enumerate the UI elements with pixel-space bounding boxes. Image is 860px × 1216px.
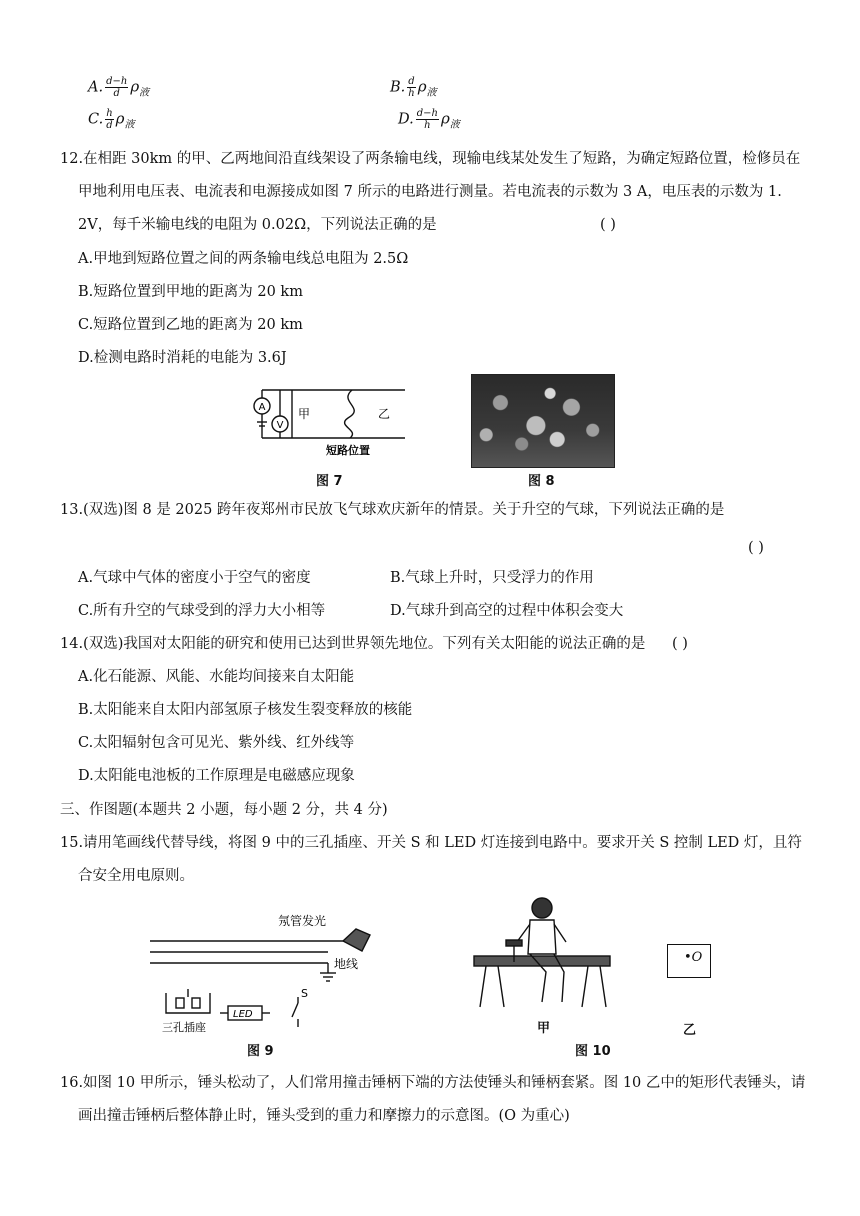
subscript: 液 (124, 119, 135, 131)
section-3-title: 三、作图题(本题共 2 小题，每小题 2 分，共 4 分) (60, 802, 388, 818)
ground-label: 地线 (334, 957, 359, 971)
led-label: LED (233, 1009, 253, 1020)
q14-option-a: A.化石能源、风能、水能均间接来自太阳能 (78, 669, 355, 685)
figure-8-balloon-photo (471, 374, 615, 468)
figure-10-yi-label: 乙 (683, 1023, 697, 1038)
option-d-formula (398, 108, 460, 131)
figure-9-circuit (148, 905, 388, 1040)
figure-10-jia-label: 甲 (537, 1021, 551, 1036)
figure-7-circuit (240, 370, 415, 470)
subscript: 液 (426, 87, 437, 99)
option-letter: C. (88, 111, 104, 128)
q12-option-d: D.检测电路时消耗的电能为 3.6J (78, 350, 287, 366)
short-position-label: 短路位置 (326, 444, 370, 457)
q12-line-2: 甲地利用电压表、电流表和电源接成如图 7 所示的电路进行测量。若电流表的示数为 3 A，电压表的示数为 1. (78, 184, 782, 200)
q13-line-1: 13.(双选)图 8 是 2025 跨年夜郑州市民放飞气球欢庆新年的情景。关于升空的气球，下列说法正确的是 (60, 502, 725, 518)
q16-line-2: 画出撞击锤柄后整体静止时，锤头受到的重力和摩擦力的示意图。(O 为重心) (78, 1108, 570, 1124)
fraction (105, 108, 113, 131)
q12-option-b: B.短路位置到甲地的距离为 20 km (78, 284, 303, 300)
figure-7-caption: 图 7 (316, 474, 343, 489)
option-b-formula (390, 76, 437, 99)
figure-10-caption: 图 10 (575, 1044, 611, 1059)
q12-option-c: C.短路位置到乙地的距离为 20 km (78, 317, 303, 333)
fraction (105, 76, 128, 99)
q15-line-2: 合安全用电原则。 (78, 868, 194, 884)
option-letter: D. (398, 111, 414, 128)
switch-label: S (301, 987, 308, 1000)
numerator: d−h (416, 108, 438, 119)
numerator: d (408, 76, 415, 87)
q12-option-a: A.甲地到短路位置之间的两条输电线总电阻为 2.5Ω (78, 251, 409, 267)
q14-answer-bracket: ( ) (672, 636, 688, 652)
ammeter-symbol: A (258, 402, 266, 413)
denominator: h (408, 88, 415, 99)
denominator: d (106, 120, 113, 131)
rho-symbol: ρ (417, 77, 427, 96)
fraction (407, 76, 415, 99)
q14-option-c: C.太阳辐射包含可见光、紫外线、红外线等 (78, 735, 355, 751)
q14-line-1: 14.(双选)我国对太阳能的研究和使用已达到世界领先地位。下列有关太阳能的说法正确的是 (60, 636, 646, 652)
q16-line-1: 16.如图 10 甲所示，锤头松动了，人们常用撞击锤柄下端的方法使锤头和锤柄套紧。图 10 乙中的矩形代表锤头，请 (60, 1075, 806, 1091)
neon-label: 氖管发光 (278, 914, 327, 928)
socket-label: 三孔插座 (162, 1021, 206, 1034)
q13-option-a: A.气球中气体的密度小于空气的密度 (78, 570, 311, 586)
rho-symbol: ρ (115, 109, 125, 128)
option-c-formula (88, 108, 134, 131)
rho-symbol: ρ (440, 109, 450, 128)
q14-option-b: B.太阳能来自太阳内部氢原子核发生裂变释放的核能 (78, 702, 413, 718)
q15-line-1: 15.请用笔画线代替导线，将图 9 中的三孔插座、开关 S 和 LED 灯连接到电路中。要求开关 S 控制 LED 灯，且符 (60, 835, 802, 851)
figure-10-jia-illustration (468, 892, 618, 1017)
q13-option-c: C.所有升空的气球受到的浮力大小相等 (78, 603, 326, 619)
rho-symbol: ρ (130, 77, 140, 96)
q12-answer-bracket: ( ) (600, 217, 616, 233)
fig7-jia-label: 甲 (298, 407, 311, 421)
numerator: d−h (106, 76, 128, 87)
voltmeter-symbol: V (276, 420, 284, 431)
denominator: d (113, 88, 120, 99)
fraction (416, 108, 439, 131)
q13-answer-bracket: ( ) (748, 540, 764, 556)
subscript: 液 (139, 87, 150, 99)
q14-option-d: D.太阳能电池板的工作原理是电磁感应现象 (78, 768, 355, 784)
option-letter: A. (88, 79, 104, 96)
numerator: h (106, 108, 113, 119)
denominator: h (424, 120, 431, 131)
option-a-formula (88, 76, 149, 99)
q12-line-1: 12.在相距 30km 的甲、乙两地间沿直线架设了两条输电线，现输电线某处发生了短路，为确定短路位置，检修员在 (60, 151, 801, 167)
fig7-yi-label: 乙 (378, 407, 391, 421)
q13-option-b: B.气球上升时，只受浮力的作用 (390, 570, 594, 586)
center-of-gravity-o: •O (684, 950, 703, 965)
subscript: 液 (449, 119, 460, 131)
q13-option-d: D.气球升到高空的过程中体积会变大 (390, 603, 624, 619)
figure-9-caption: 图 9 (247, 1044, 274, 1059)
option-letter: B. (390, 79, 406, 96)
q12-line-3: 2V，每千米输电线的电阻为 0.02Ω，下列说法正确的是 (78, 217, 437, 233)
figure-8-caption: 图 8 (528, 474, 555, 489)
